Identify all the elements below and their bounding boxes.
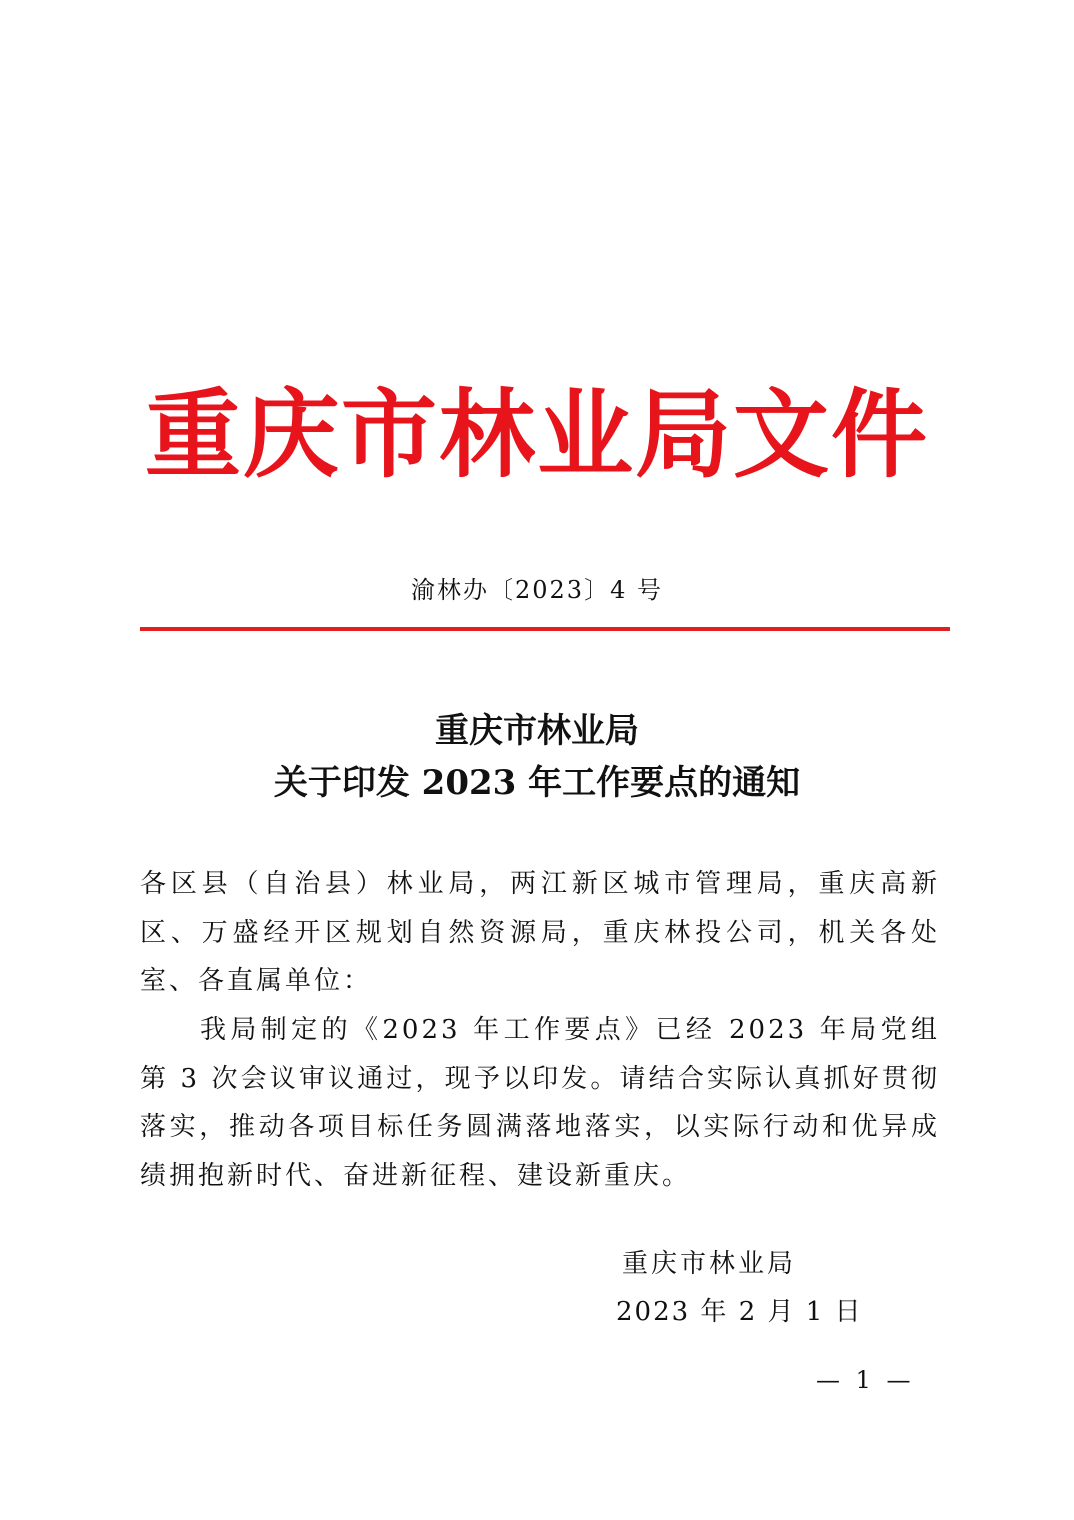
body-paragraph: 我局制定的《2023 年工作要点》已经 2023 年局党组第 3 次会议审议通过，现予以印发。请结合实际认真抓好贯彻落实，推动各项目标任务圆满落地落实，以实际行动和优异成绩拥抱新时代、奋进新征程、建设新重庆。 [140, 1015, 940, 1191]
page-number: — 1 — [816, 1366, 915, 1394]
red-divider [140, 627, 950, 631]
notice-title-line-1: 重庆市林业局 [435, 711, 639, 751]
issuing-authority: 重庆市林业局 [622, 1249, 797, 1279]
issue-date: 2023 年 2 月 1 日 [616, 1297, 863, 1327]
document-number: 渝林办〔2023〕4 号 [411, 576, 663, 604]
addressee-text: 各区县（自治县）林业局，两江新区城市管理局，重庆高新区、万盛经开区规划自然资源局，重庆林投公司，机关各处室、各直属单位： [140, 869, 940, 996]
notice-title-line-2: 关于印发 2023 年工作要点的通知 [273, 763, 801, 803]
document-masthead: 重庆市林业局文件 [145, 378, 929, 491]
